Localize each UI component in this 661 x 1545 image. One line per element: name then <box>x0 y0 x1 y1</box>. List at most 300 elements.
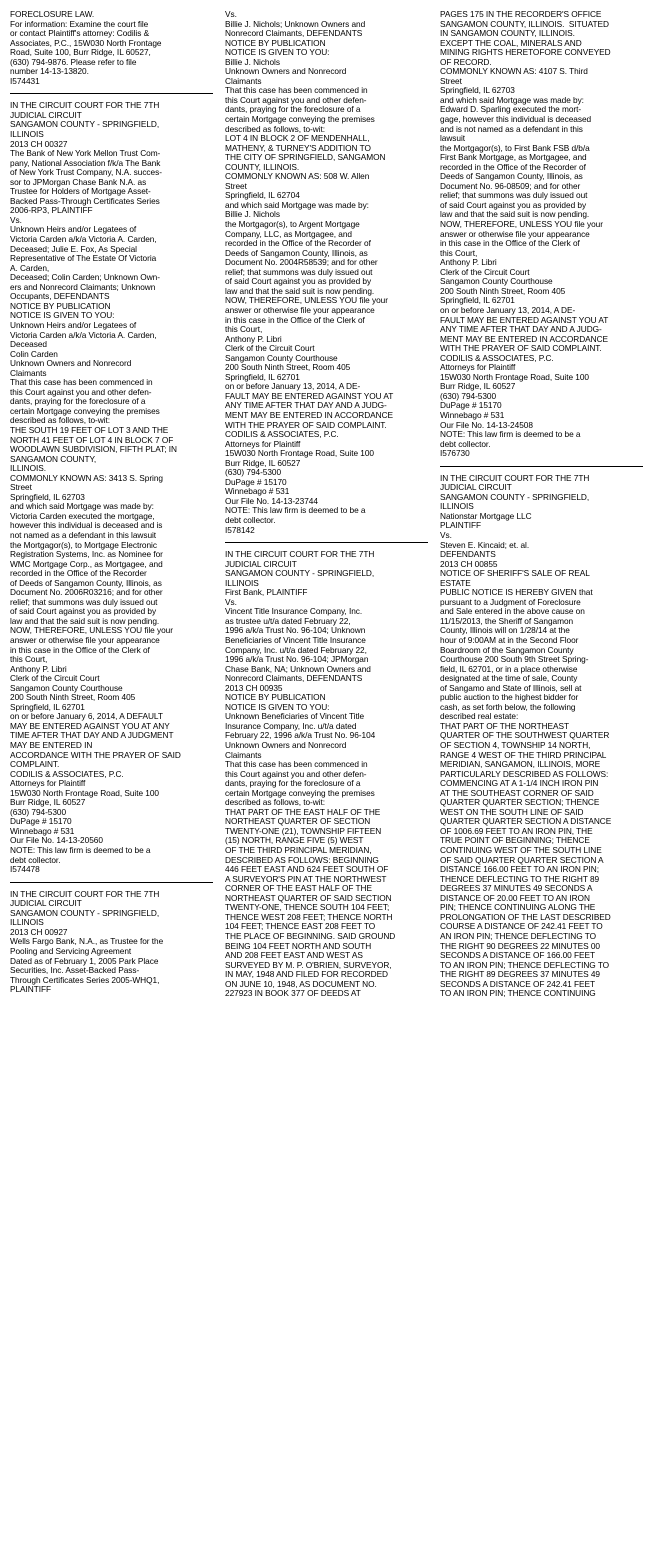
notice-line: of New York Trust Company, N.A. succes- <box>10 167 162 178</box>
notice-line: Attorneys for Plaintiff <box>440 362 516 373</box>
notice-line: SANGAMON COUNTY - SPRINGFIELD, <box>10 119 160 130</box>
notice-line: Burr Ridge, IL 60527 <box>440 381 516 392</box>
notice-line: ESTATE <box>440 577 471 588</box>
notice-line: field, IL 62701, or in a place otherwise <box>440 663 578 674</box>
notice-line: FORECLOSURE LAW. <box>10 9 95 19</box>
notice-line: NOW, THEREFORE, UNLESS YOU file your <box>10 625 173 636</box>
notice-line: Document No. 96-08509; and for other <box>440 180 581 191</box>
notice-line: NORTHEAST QUARTER OF SECTION <box>225 816 371 827</box>
notice-line: or contact Plaintiff's attorney: Codilis & <box>10 28 150 39</box>
notice-line: WITH THE PRAYER OF SAID COMPLAINT. <box>225 419 387 430</box>
notice-line: PARTICULARLY DESCRIBED AS FOLLOWS: <box>440 768 609 779</box>
notice-line: AND 208 FEET EAST AND WEST AS <box>225 950 363 961</box>
notice-line: WITH THE PRAYER OF SAID COMPLAINT. <box>440 343 602 354</box>
notice-line: the Mortgagor(s), to First Bank FSB d/b/a <box>440 142 590 153</box>
notice-line: Colin Carden <box>10 348 58 359</box>
notice-line: described as follows, to-wit: <box>225 123 325 134</box>
notice-line: PLAINTIFF <box>440 520 482 531</box>
notice-line: Insurance Company, Inc. u/t/a dated <box>225 720 357 731</box>
notice-line: Document No. 2004R58539; and for other <box>225 257 378 268</box>
notice-line: CONTINUING WEST OF THE SOUTH LINE <box>440 845 602 856</box>
notice-line: For information: Examine the court file <box>10 18 149 29</box>
notice-line: JUDICIAL CIRCUIT <box>10 898 82 909</box>
notice-line: I578142 <box>225 524 255 535</box>
legal-notice <box>440 10 643 459</box>
notice-line: FAULT MAY BE ENTERED AGAINST YOU AT <box>440 314 609 325</box>
notice-line: AT THE SOUTHEAST CORNER OF SAID <box>440 787 594 798</box>
notice-line: sor to JPMorgan Chase Bank N.A. as <box>10 176 147 187</box>
notice-line: A. Carden, <box>10 262 50 273</box>
notice-line: Claimants <box>10 367 47 378</box>
notice-line: Clerk of the Circuit Court <box>440 266 530 277</box>
notice-line: law and that the said suit is now pending. <box>440 209 590 220</box>
notice-line: Street <box>10 482 32 493</box>
notice-line: 446 FEET EAST AND 624 FEET SOUTH OF <box>225 864 389 875</box>
notice-line: debt collector. <box>10 854 61 865</box>
notice-line: Victoria Carden a/k/a Victoria A. Carden, <box>10 234 157 245</box>
notice-line: 11/15/2013, the Sheriff of Sangamon <box>440 615 574 626</box>
notice-line: County, Illinois will on 1/28/14 at the <box>440 625 570 636</box>
notice-line: Pooling and Servicing Agreement <box>10 945 132 956</box>
notice-line: this Court against you and other defen- <box>10 386 152 397</box>
notice-line: DuPage # 15170 <box>440 400 502 411</box>
notice-line: (15) NORTH, RANGE FIVE (5) WEST <box>225 835 364 846</box>
notice-line: DISTANCE OF 20.00 FEET TO AN IRON <box>440 892 590 903</box>
notice-line: described as follows, to-wit: <box>10 415 110 426</box>
notice-line: PLAINTIFF <box>10 984 52 995</box>
notice-line: CORNER OF THE EAST HALF OF THE <box>225 883 372 894</box>
notice-line: I574431 <box>10 75 40 86</box>
notice-line: Deceased; Colin Carden; Unknown Own- <box>10 272 160 283</box>
notice-line: 1996 a/k/a Trust No. 96-104; Unknown <box>225 625 366 636</box>
notice-line: 2006-RP3, PLAINTIFF <box>10 205 93 216</box>
notice-line: Deceased <box>10 339 47 350</box>
notice-line: COUNTY, ILLINOIS. <box>225 161 300 172</box>
notice-line: First Bank, PLAINTIFF <box>225 587 308 598</box>
notice-line: relief; that summons was duly issued out <box>440 190 588 201</box>
notice-line: PAGES 175 IN THE RECORDER'S OFFICE <box>440 9 602 19</box>
notice-line: That this case has been commenced in <box>225 85 368 96</box>
notice-line: IN SANGAMON COUNTY, ILLINOIS. <box>440 28 575 39</box>
notice-line: JUDICIAL CIRCUIT <box>10 109 82 120</box>
notice-line: certain Mortgage conveying the premises <box>225 787 375 798</box>
notice-line: Our File No. 14-13-20560 <box>10 835 103 846</box>
notice-line: DEGREES 37 MINUTES 49 SECONDS A <box>440 883 593 894</box>
notice-line: THAT PART OF THE NORTHEAST <box>440 720 570 731</box>
notice-line: Springfield, IL 62703 <box>10 491 85 502</box>
notice-line: COURSE A DISTANCE OF 242.41 FEET TO <box>440 921 603 932</box>
section-divider <box>225 542 428 543</box>
notice-line: Vs. <box>225 596 237 607</box>
notice-line: NOTE: This law firm is deemed to be a <box>10 845 151 856</box>
notice-line: ON JUNE 10, 1948, AS DOCUMENT NO. <box>225 978 377 989</box>
notice-line: OF THE THIRD PRINCIPAL MERIDIAN, <box>225 845 372 856</box>
notice-line: cash, as set forth below, the following <box>440 701 576 712</box>
notice-line: Sangamon County Courthouse <box>225 352 338 363</box>
notice-line: SECONDS A DISTANCE OF 166.00 FEET <box>440 950 595 961</box>
notice-line: Dated as of February 1, 2005 Park Place <box>10 955 159 966</box>
notice-line: COMPLAINT. <box>10 759 60 770</box>
notice-line: THE CITY OF SPRINGFIELD, SANGAMON <box>225 152 386 163</box>
notice-line: Nonrecord Claimants, DEFENDANTS <box>225 673 363 684</box>
notice-line: FAULT MAY BE ENTERED AGAINST YOU AT <box>225 390 394 401</box>
notice-line: and which said Mortgage was made by: <box>225 199 369 210</box>
notice-line: Steven E. Kincaid; et. al. <box>440 539 530 550</box>
notice-line: Unknown Owners and Nonrecord <box>10 358 132 369</box>
notice-line: NOTICE IS GIVEN TO YOU: <box>225 47 330 58</box>
notice-line: Unknown Beneficiaries of Vincent Title <box>225 711 365 722</box>
notice-line: February 22, 1996 a/k/a Trust No. 96-104 <box>225 730 376 741</box>
notice-line: (630) 794-9876. Please refer to file <box>10 56 137 67</box>
notice-line: relief; that summons was duly issued out <box>10 596 158 607</box>
notice-line: Nonrecord Claimants, DEFENDANTS <box>225 28 363 39</box>
notice-line: IN MAY, 1948 AND FILED FOR RECORDED <box>225 969 389 980</box>
notice-line: 200 South Ninth Street, Room 405 <box>10 692 136 703</box>
notice-line: relief; that summons was duly issued out <box>225 266 373 277</box>
notice-line: 15W030 North Frontage Road, Suite 100 <box>10 787 159 798</box>
notice-line: and which said Mortgage was made by: <box>10 501 154 512</box>
notice-line: Sangamon County Courthouse <box>440 276 553 287</box>
notice-line: OF RECORD. <box>440 56 492 67</box>
notice-line: hour of 9:00AM at in the Second Floor <box>440 635 579 645</box>
notice-line: debt collector. <box>225 514 276 525</box>
notice-line: OF SECTION 4, TOWNSHIP 14 NORTH, <box>440 740 591 751</box>
notice-line: described as follows, to-wit: <box>225 797 325 808</box>
notice-line: 2013 CH 00855 <box>440 558 498 569</box>
notice-line: as trustee u/t/a dated February 22, <box>225 615 351 626</box>
notice-line: MERIDIAN, SANGAMON, ILLINOIS, MORE <box>440 759 601 770</box>
notice-line: QUARTER OF THE SOUTHWEST QUARTER <box>440 730 610 741</box>
notice-line: dants, praying for the foreclosure of a <box>225 104 361 115</box>
notice-line: ILLINOIS <box>440 501 474 512</box>
notice-line: Road, Suite 100, Burr Ridge, IL 60527, <box>10 47 151 58</box>
notice-line: Vs. <box>225 9 237 19</box>
notice-line: Billie J. Nichols <box>225 209 280 220</box>
notice-line: COMMENCING AT A 1-1/4 INCH IRON PIN <box>440 778 599 789</box>
notice-line: 15W030 North Frontage Road, Suite 100 <box>225 448 374 459</box>
notice-line: ANY TIME AFTER THAT DAY AND A JUDG- <box>225 400 387 411</box>
notice-line: QUARTER QUARTER SECTION; THENCE <box>440 797 600 808</box>
notice-line: Our File No. 14-13-23744 <box>225 495 318 506</box>
notice-line: the Mortgagor(s), to Argent Mortgage <box>225 219 360 230</box>
notice-line: of said Court against you as provided by <box>440 199 587 210</box>
legal-notice <box>225 550 428 999</box>
notice-line: Winnebago # 531 <box>10 825 75 836</box>
notice-line: NOTICE BY PUBLICATION <box>225 692 326 703</box>
notice-line: Clerk of the Circuit Court <box>225 343 315 354</box>
notice-line: Representative of The Estate Of Victoria <box>10 253 157 264</box>
notice-line: MAY BE ENTERED IN <box>10 740 93 751</box>
notice-line: The Bank of New York Mellon Trust Com- <box>10 148 161 159</box>
notice-line: NOTICE IS GIVEN TO YOU: <box>10 310 115 321</box>
notice-line: THENCE WEST 208 FEET; THENCE NORTH <box>225 911 393 922</box>
notice-line: NOTE: This law firm is deemed to be a <box>225 505 366 516</box>
notice-line: Billie J. Nichols <box>225 56 280 67</box>
notice-line: 104 FEET; THENCE EAST 208 FEET TO <box>225 921 376 932</box>
notice-line: DESCRIBED AS FOLLOWS: BEGINNING <box>225 854 379 865</box>
notice-line: Springfield, IL 62704 <box>225 190 300 201</box>
notice-line: (630) 794-5300 <box>440 390 497 401</box>
notice-line: Vs. <box>10 214 22 225</box>
notice-line: described real estate: <box>440 711 519 722</box>
notice-line: TRUE POINT OF BEGINNING; THENCE <box>440 835 590 846</box>
notice-line: law and that the said suit is now pending. <box>225 285 375 296</box>
notice-line: and which said Mortgage was made by: <box>440 94 584 105</box>
notice-line: QUARTER QUARTER SECTION A DISTANCE <box>440 816 612 827</box>
notice-line: JUDICIAL CIRCUIT <box>440 482 512 493</box>
notice-line: SANGAMON COUNTY - SPRINGFIELD, <box>10 907 160 918</box>
notice-line: on or before January 13, 2014, A DE- <box>440 304 576 315</box>
notice-line: ANY TIME AFTER THAT DAY AND A JUDG- <box>440 324 602 335</box>
notice-line: 2013 CH 00927 <box>10 926 68 937</box>
notice-line: Nationstar Mortgage LLC <box>440 510 532 521</box>
notice-line: in this case in the Office of the Clerk of <box>10 644 150 655</box>
notice-line: EXCEPT THE COAL, MINERALS AND <box>440 37 582 48</box>
column-3 <box>440 10 643 1545</box>
notice-line: 2013 CH 00327 <box>10 138 68 149</box>
notice-line: MAY BE ENTERED AGAINST YOU AT ANY <box>10 720 170 731</box>
notice-line: THENCE DEFLECTING TO THE RIGHT 89 <box>440 873 600 884</box>
notice-line: this Court, <box>225 324 263 335</box>
notice-line: TIME AFTER THAT DAY AND A JUDGMENT <box>10 730 174 741</box>
notice-line: COMMONLY KNOWN AS: 4107 S. Third <box>440 66 588 77</box>
notice-line: Springfield, IL 62701 <box>440 295 515 306</box>
notice-line: Street <box>440 75 462 86</box>
notice-line: Associates, P.C., 15W030 North Frontage <box>10 37 162 48</box>
notice-line: of said Court against you as provided by <box>225 276 372 287</box>
notice-line: IN THE CIRCUIT COURT FOR THE 7TH <box>10 100 160 111</box>
notice-line: OF SAID QUARTER QUARTER SECTION A <box>440 854 604 865</box>
notice-line: Winnebago # 531 <box>225 486 290 497</box>
notice-line: gage, however this individual is deceased <box>440 114 592 125</box>
notice-line: Street <box>225 180 247 191</box>
notice-line: Unknown Owners and Nonrecord <box>225 740 347 751</box>
notice-line: Occupants, DEFENDANTS <box>10 291 110 302</box>
notice-line: COMMONLY KNOWN AS: 508 W. Allen <box>225 171 370 182</box>
notice-line: Document No. 2006R03216; and for other <box>10 587 163 598</box>
column-1 <box>10 10 213 1545</box>
columns-container <box>10 10 651 1545</box>
notice-line: debt collector. <box>440 438 491 449</box>
notice-line: however this individual is deceased and is <box>10 520 163 531</box>
notice-line: Springfield, IL 62703 <box>440 85 515 96</box>
notice-line: OF 1006.69 FEET TO AN IRON PIN, THE <box>440 825 593 836</box>
notice-line: I574478 <box>10 864 40 875</box>
notice-line: WEST ON THE SOUTH LINE OF SAID <box>440 806 584 817</box>
notice-line: SANGAMON COUNTY - SPRINGFIELD, <box>440 491 590 502</box>
notice-line: number 14-13-13820. <box>10 66 89 77</box>
notice-line: MENT MAY BE ENTERED IN ACCORDANCE <box>225 409 394 420</box>
notice-line: Anthony P. Libri <box>10 663 67 674</box>
notice-line: Burr Ridge, IL 60527 <box>225 457 301 468</box>
notice-line: NOW, THEREFORE, UNLESS YOU file your <box>440 219 603 230</box>
notice-line: ers and Nonrecord Claimants; Unknown <box>10 281 156 292</box>
notice-line: public auction to the highest bidder for <box>440 692 579 703</box>
notice-line: First Bank Mortgage, as Mortgagee, and <box>440 152 587 163</box>
notice-line: of Deeds of Sangamon County, Illinois, as <box>10 577 162 588</box>
notice-line: Company, Inc. u/t/a dated February 22, <box>225 644 367 655</box>
notice-line: Attorneys for Plaintiff <box>10 778 86 789</box>
notice-line: dants, praying for the foreclosure of a <box>225 778 361 789</box>
notice-line: AN IRON PIN; THENCE DEFLECTING TO <box>440 930 597 941</box>
notice-line: SANGAMON COUNTY, <box>10 453 97 464</box>
notice-line: (630) 794-5300 <box>10 806 67 817</box>
column-2 <box>225 10 428 1545</box>
notice-line: PUBLIC NOTICE IS HEREBY GIVEN that <box>440 587 593 598</box>
notice-line: NORTHEAST QUARTER OF SAID SECTION <box>225 892 392 903</box>
notice-line: A SURVEYOR'S PIN AT THE NORTHWEST <box>225 873 387 884</box>
notice-line: THE PLACE OF BEGINNING. SAID GROUND <box>225 930 396 941</box>
notice-line: CODILIS & ASSOCIATES, P.C. <box>10 768 124 779</box>
notice-line: Wells Fargo Bank, N.A., as Trustee for the <box>10 936 164 947</box>
notice-line: ILLINOIS <box>10 917 44 928</box>
notice-line: NOTICE BY PUBLICATION <box>10 300 111 311</box>
notice-line: Deceased; Julie E. Fox, As Special <box>10 243 137 254</box>
notice-line: Trustee for Holders of Mortgage Asset- <box>10 186 151 197</box>
notice-line: That this case has been commenced in <box>225 759 368 770</box>
notice-line: TWENTY-ONE (21), TOWNSHIP FIFTEEN <box>225 825 382 836</box>
notice-line: recorded in the Office of the Recorder of <box>440 161 586 172</box>
notice-line: MENT MAY BE ENTERED IN ACCORDANCE <box>440 333 609 344</box>
notice-line: IN THE CIRCUIT COURT FOR THE 7TH <box>10 888 160 899</box>
notice-line: THE SOUTH 19 FEET OF LOT 3 AND THE <box>10 424 169 435</box>
notice-line: Winnebago # 531 <box>440 409 505 420</box>
notice-line: recorded in the Office of the Recorder <box>10 568 147 579</box>
notice-line: Victoria Carden a/k/a Victoria A. Carden, <box>10 329 157 340</box>
section-divider <box>10 882 213 883</box>
notice-line: this Court against you and other defen- <box>225 768 367 779</box>
notice-line: I576730 <box>440 448 470 459</box>
notice-line: Deeds of Sangamon County, Illinois, as <box>440 171 583 182</box>
notice-line: the Mortgagor(s), to Mortgage Electronic <box>10 539 157 550</box>
notice-line: answer or otherwise file your appearance <box>225 304 375 315</box>
notice-line: (630) 794-5300 <box>225 467 282 478</box>
notice-line: THE RIGHT 89 DEGREES 37 MINUTES 49 <box>440 969 600 980</box>
notice-line: THE RIGHT 90 DEGREES 22 MINUTES 00 <box>440 940 600 951</box>
notice-line: PIN; THENCE CONTINUING ALONG THE <box>440 902 596 913</box>
notice-line: answer or otherwise file your appearance <box>10 635 160 645</box>
notice-line: Sangamon County Courthouse <box>10 682 123 693</box>
notice-line: COMMONLY KNOWN AS: 3413 S. Spring <box>10 472 163 483</box>
notice-line: Securities, Inc. Asset-Backed Pass- <box>10 965 140 976</box>
notice-line: not named as a defendant in this lawsuit <box>10 529 157 540</box>
notice-line: this Court against you and other defen- <box>225 94 367 105</box>
notice-line: Registration Systems, Inc. as Nominee for <box>10 549 163 560</box>
notice-line: ILLINOIS <box>10 129 44 140</box>
notice-line: Billie J. Nichols; Unknown Owners and <box>225 18 366 29</box>
notice-line: NORTH 41 FEET OF LOT 4 IN BLOCK 7 OF <box>10 434 174 445</box>
notice-line: SANGAMON COUNTY, ILLINOIS. SITUATED <box>440 18 609 29</box>
legal-notice <box>440 474 643 999</box>
legal-notice <box>10 890 213 995</box>
legal-notice <box>10 10 213 86</box>
notice-line: and is not named as a defendant in this <box>440 123 583 134</box>
notice-line: That this case has been commenced in <box>10 377 153 388</box>
notice-line: Deeds of Sangamon County, Illinois, as <box>225 247 368 258</box>
notice-line: ILLINOIS <box>225 577 259 588</box>
section-divider <box>440 466 643 467</box>
notice-line: THAT PART OF THE EAST HALF OF THE <box>225 806 381 817</box>
notice-line: Claimants <box>225 749 262 760</box>
notice-line: certain Mortgage conveying the premises <box>10 405 160 416</box>
notice-line: Unknown Heirs and/or Legatees of <box>10 319 137 330</box>
notice-line: in this case in the Office of the Clerk of <box>440 238 580 249</box>
notice-line: Victoria Carden executed the mortgage, <box>10 510 155 521</box>
notice-line: TO AN IRON PIN; THENCE CONTINUING <box>440 988 596 999</box>
notice-line: SANGAMON COUNTY - SPRINGFIELD, <box>225 568 375 579</box>
legal-notice <box>225 10 428 535</box>
notice-line: this Court, <box>440 247 478 258</box>
notice-line: LOT 4 IN BLOCK 2 OF MENDENHALL, <box>225 133 370 144</box>
notice-line: 2013 CH 00935 <box>225 682 283 693</box>
notice-line: Through Certificates Series 2005-WHQ1, <box>10 974 160 985</box>
notice-line: Unknown Heirs and/or Legatees of <box>10 224 137 235</box>
notice-line: Vincent Title Insurance Company, Inc. <box>225 606 363 617</box>
notice-line: SECONDS A DISTANCE OF 242.41 FEET <box>440 978 595 989</box>
notice-line: Claimants <box>225 75 262 86</box>
notice-line: WOODLAWN SUBDIVISION, FIFTH PLAT; IN <box>10 444 177 455</box>
notice-line: answer or otherwise file your appearance <box>440 228 590 239</box>
notice-line: pany, National Association f/k/a The Bank <box>10 157 161 168</box>
notice-line: 200 South Ninth Street, Room 405 <box>225 362 351 373</box>
notice-line: BEING 104 FEET NORTH AND SOUTH <box>225 940 372 951</box>
notice-line: Springfield, IL 62701 <box>10 701 85 712</box>
notice-line: Burr Ridge, IL 60527 <box>10 797 86 808</box>
notice-line: Clerk of the Circuit Court <box>10 673 100 684</box>
notice-line: recorded in the Office of the Recorder of <box>225 238 371 249</box>
notice-line: DISTANCE 166.00 FEET TO AN IRON PIN; <box>440 864 599 875</box>
notice-line: SURVEYED BY M. P. O'BRIEN, SURVEYOR, <box>225 959 392 970</box>
notice-line: certain Mortgage conveying the premises <box>225 114 375 125</box>
notice-line: Chase Bank, NA; Unknown Owners and <box>225 663 371 674</box>
notice-line: on or before January 13, 2014, A DE- <box>225 381 361 392</box>
legal-notice <box>10 101 213 874</box>
notice-line: NOTICE IS GIVEN TO YOU: <box>225 701 330 712</box>
notice-line: pursuant to a Judgment of Foreclosure <box>440 596 581 607</box>
notice-line: of said Court against you as provided by <box>10 606 157 617</box>
notice-line: DuPage # 15170 <box>10 816 72 827</box>
section-divider <box>10 93 213 94</box>
notice-line: NOTE: This law firm is deemed to be a <box>440 429 581 440</box>
notice-line: Anthony P. Libri <box>225 333 282 344</box>
notice-line: Beneficiaries of Vincent Title Insurance <box>225 635 366 645</box>
notice-line: RANGE 4 WEST OF THE THIRD PRINCIPAL <box>440 749 607 760</box>
notice-line: MATHENY, & TURNEY'S ADDITION TO <box>225 142 371 153</box>
notice-line: Springfield, IL 62701 <box>225 371 300 382</box>
notice-line: Unknown Owners and Nonrecord <box>225 66 347 77</box>
notice-line: law and that the said suit is now pending. <box>10 615 160 626</box>
notice-line: PROLONGATION OF THE LAST DESCRIBED <box>440 911 611 922</box>
notice-line: TO AN IRON PIN; THENCE DEFLECTING TO <box>440 959 610 970</box>
notice-line: ILLINOIS. <box>10 463 46 474</box>
notice-line: IN THE CIRCUIT COURT FOR THE 7TH <box>225 549 375 560</box>
notice-line: Attorneys for Plaintiff <box>225 438 301 449</box>
notice-line: 1996 a/k/a Trust No. 96-104; JPMorgan <box>225 654 369 665</box>
notice-line: MINING RIGHTS HERETOFORE CONVEYED <box>440 47 611 58</box>
notice-line: Edward D. Sparling executed the mort- <box>440 104 582 115</box>
notice-line: 200 South Ninth Street, Room 405 <box>440 285 566 296</box>
notice-line: JUDICIAL CIRCUIT <box>225 558 297 569</box>
notice-line: of Sangamo and State of Illinois, sell at <box>440 682 582 693</box>
notice-line: Our File No. 14-13-24508 <box>440 419 533 430</box>
notice-line: on or before January 6, 2014, A DEFAULT <box>10 711 163 722</box>
notice-line: and Sale entered in the above cause on <box>440 606 585 617</box>
notice-line: NOTICE BY PUBLICATION <box>225 37 326 48</box>
notice-line: ACCORDANCE WITH THE PRAYER OF SAID <box>10 749 181 760</box>
notice-line: this Court, <box>10 654 48 665</box>
notice-line: dants, praying for the foreclosure of a <box>10 396 146 407</box>
notice-line: lawsuit <box>440 133 466 144</box>
